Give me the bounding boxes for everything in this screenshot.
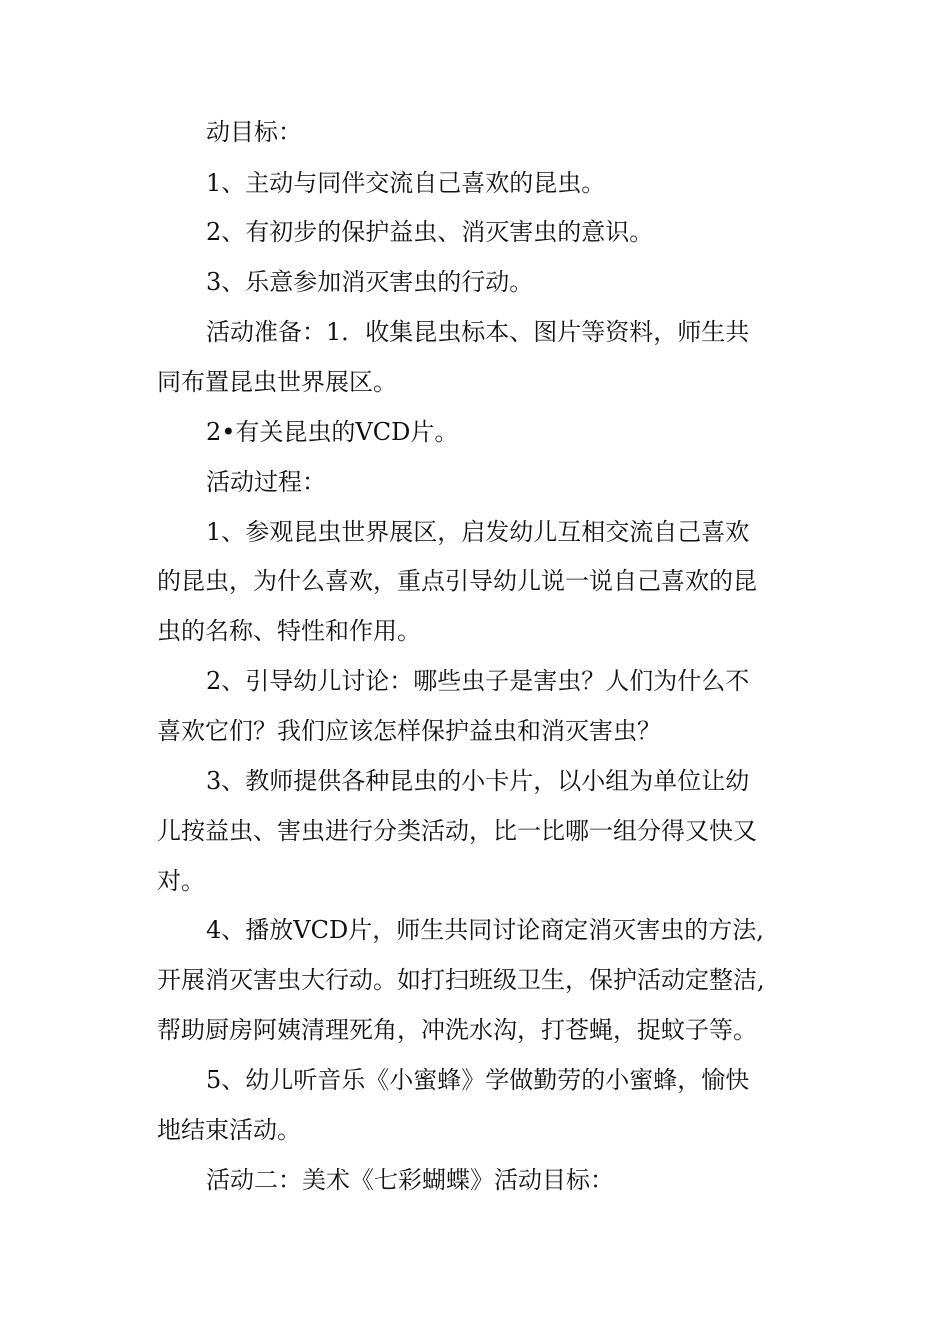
text-line: 活动过程： xyxy=(206,468,326,496)
text-line: 同布置昆虫世界展区。 xyxy=(157,368,397,396)
text-line: 对。 xyxy=(157,867,205,895)
text-line: 2、引导幼儿讨论：哪些虫子是害虫？人们为什么不 xyxy=(206,667,750,695)
text-line: 2•有关昆虫的VCD片。 xyxy=(206,418,459,446)
text-line: 5、幼儿听音乐《小蜜蜂》学做勤劳的小蜜蜂，愉快 xyxy=(206,1066,750,1094)
text-line: 4、播放VCD片，师生共同讨论商定消灭害虫的方法, xyxy=(206,916,764,944)
text-line: 动目标： xyxy=(206,118,302,146)
text-line: 活动二：美术《七彩蝴蝶》活动目标： xyxy=(206,1166,614,1194)
text-line: 1、主动与同伴交流自己喜欢的昆虫。 xyxy=(206,169,606,197)
text-line: 虫的名称、特性和作用。 xyxy=(157,617,421,645)
text-line: 2、有初步的保护益虫、消灭害虫的意识。 xyxy=(206,218,654,246)
text-line: 帮助厨房阿姨清理死角，冲洗水沟，打苍蝇，捉蚊子等。 xyxy=(157,1016,757,1044)
text-line: 1、参观昆虫世界展区，启发幼儿互相交流自己喜欢 xyxy=(206,518,750,546)
text-line: 3、教师提供各种昆虫的小卡片，以小组为单位让幼 xyxy=(206,767,750,795)
text-line: 地结束活动。 xyxy=(157,1116,301,1144)
text-line: 开展消灭害虫大行动。如打扫班级卫生，保护活动定整洁, xyxy=(157,966,765,994)
text-line: 喜欢它们？我们应该怎样保护益虫和消灭害虫？ xyxy=(157,717,661,745)
text-line: 3、乐意参加消灭害虫的行动。 xyxy=(206,268,534,296)
text-line: 儿按益虫、害虫进行分类活动，比一比哪一组分得又快又 xyxy=(157,817,757,845)
text-line: 的昆虫，为什么喜欢，重点引导幼儿说一说自己喜欢的昆 xyxy=(157,567,757,595)
text-line: 活动准备：1．收集昆虫标本、图片等资料，师生共 xyxy=(206,318,750,346)
